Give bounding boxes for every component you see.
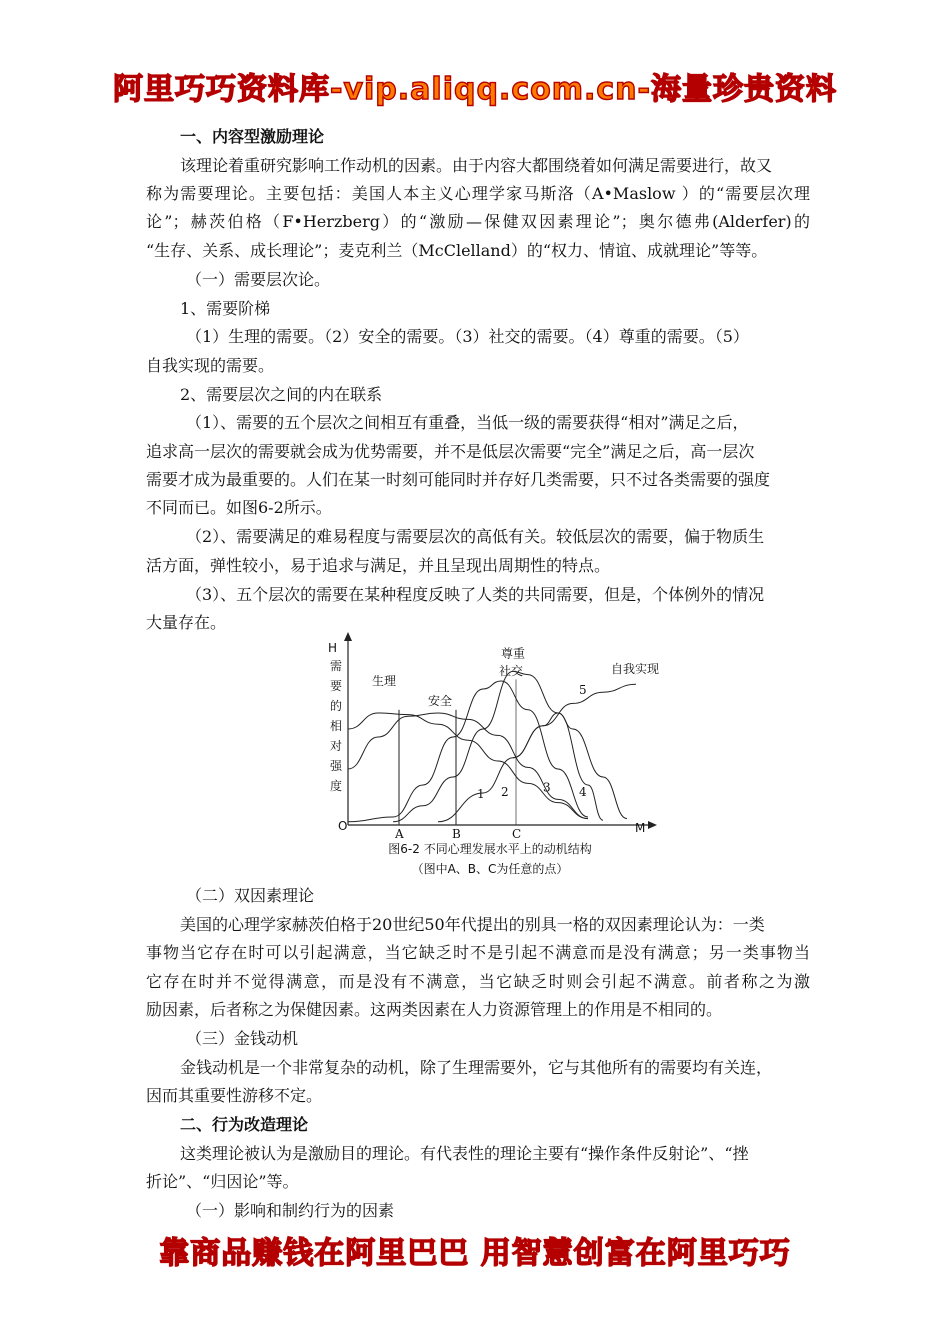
series-name-label: 安全 <box>428 694 453 708</box>
origin-label: O <box>338 819 348 833</box>
paragraph-line: 活方面，弹性较小，易于追求与满足，并且呈现出周期性的特点。 <box>146 556 611 575</box>
x-point-label-B: B <box>452 827 461 841</box>
paragraph-line: 因而其重要性游移不定。 <box>146 1086 323 1105</box>
series-number-label: 4 <box>579 785 587 800</box>
series-name-label: 社交 <box>499 664 524 678</box>
chart-subcaption: （图中A、B、C为任意的点） <box>411 862 569 876</box>
paragraph-line: 事物当它存在时可以引起满意，当它缺乏时不是引起不满意而是没有满意；另一类事物当 <box>146 943 810 962</box>
paragraph-line: （1）、需要的五个层次之间相互有重叠，当低一级的需要获得“相对”满足之后， <box>186 413 749 432</box>
paragraph-line: 励因素，后者称之为保健因素。这两类因素在人力资源管理上的作用是不相同的。 <box>146 1000 723 1019</box>
subheading-behavior-factors: （一）影响和制约行为的因素 <box>186 1201 395 1220</box>
paragraph-line: “生存、关系、成长理论”；麦克利兰（McClelland）的“权力、情谊、成就理论”等等。 <box>146 241 768 260</box>
motivation-structure-chart <box>330 630 660 840</box>
paragraph-line: 不同而已。如图6-2所示。 <box>146 498 332 517</box>
heading-content-theory: 一、内容型激励理论 <box>180 127 325 146</box>
paragraph-line: 大量存在。 <box>146 613 227 632</box>
paragraph-line: （3）、五个层次的需要在某种程度反映了人类的共同需要，但是，个体例外的情况 <box>186 585 765 604</box>
heading-behavior-modification: 二、行为改造理论 <box>180 1115 309 1134</box>
y-axis-label: 需要的相对强度 <box>330 659 343 793</box>
footer-banner: 靠商品赚钱在阿里巴巴 用智慧创富在阿里巧巧 <box>159 1236 791 1271</box>
paragraph-line: 金钱动机是一个非常复杂的动机，除了生理需要外，它与其他所有的需要均有关连， <box>180 1058 773 1077</box>
series-number-label: 5 <box>579 682 587 697</box>
series-line-4 <box>393 671 603 821</box>
subheading-two-factor: （二）双因素理论 <box>186 886 315 905</box>
paragraph-line: 称为需要理论。主要包括：美国人本主义心理学家马斯洛（A•Maslow ）的“需要层次理 <box>146 184 810 203</box>
paragraph-line: 自我实现的需要。 <box>146 356 275 375</box>
series-name-label: 自我实现 <box>611 662 660 676</box>
series-number-label: 2 <box>501 785 509 800</box>
chart-caption: 图6-2 不同心理发展水平上的动机结构 <box>388 842 592 856</box>
subheading-money-motive: （三）金钱动机 <box>186 1029 299 1048</box>
paragraph-line: 美国的心理学家赫茨伯格于20世纪50年代提出的别具一格的双因素理论认为：一类 <box>180 915 765 934</box>
paragraph-line: 这类理论被认为是激励目的理论。有代表性的理论主要有“操作条件反射论”、“挫 <box>180 1144 749 1163</box>
x-axis-letter: M <box>635 821 646 835</box>
paragraph-line: （1）生理的需要。（2）安全的需要。（3）社交的需要。（4）尊重的需要。（5） <box>186 327 749 346</box>
paragraph-line: 追求高一层次的需要就会成为优势需要，并不是低层次需要“完全”满足之后，高一层次 <box>146 442 755 461</box>
paragraph-line: 论”；赫茨伯格（F•Herzberg）的“激励—保健双因素理论”；奥尔德弗(Alderfer)的 <box>146 212 810 231</box>
subheading-inner-relation: 2、需要层次之间的内在联系 <box>180 385 383 404</box>
y-axis-letter: H <box>328 641 338 655</box>
header-banner: 阿里巧巧资料库-vip.aliqq.com.cn-海量珍贵资料 <box>113 72 837 107</box>
x-point-label-C: C <box>512 827 522 841</box>
x-axis-arrow <box>648 821 657 829</box>
paragraph-line: 它存在时并不觉得满意，而是没有不满意，当它缺乏时则会引起不满意。前者称之为激 <box>146 972 810 991</box>
series-number-label: 1 <box>477 786 485 801</box>
series-name-label: 生理 <box>372 674 397 688</box>
series-number-label: 3 <box>543 780 551 795</box>
paragraph-line: （2）、需要满足的难易程度与需要层次的高低有关。较低层次的需要，偏于物质生 <box>186 527 765 546</box>
series-name-label: 尊重 <box>501 646 526 661</box>
y-axis-arrow <box>344 632 352 641</box>
paragraph-line: 折论”、“归因论”等。 <box>146 1172 299 1191</box>
subheading-needs-ladder: 1、需要阶梯 <box>180 299 271 318</box>
series-line-6 <box>513 713 627 819</box>
paragraph-line: 该理论着重研究影响工作动机的因素。由于内容大都围绕着如何满足需要进行，故又 <box>180 156 773 175</box>
subheading-needs-hierarchy: （一）需要层次论。 <box>186 270 331 289</box>
paragraph-line: 需要才成为最重要的。人们在某一时刻可能同时并存好几类需要，只不过各类需要的强度 <box>146 470 771 489</box>
x-point-label-A: A <box>395 827 404 841</box>
